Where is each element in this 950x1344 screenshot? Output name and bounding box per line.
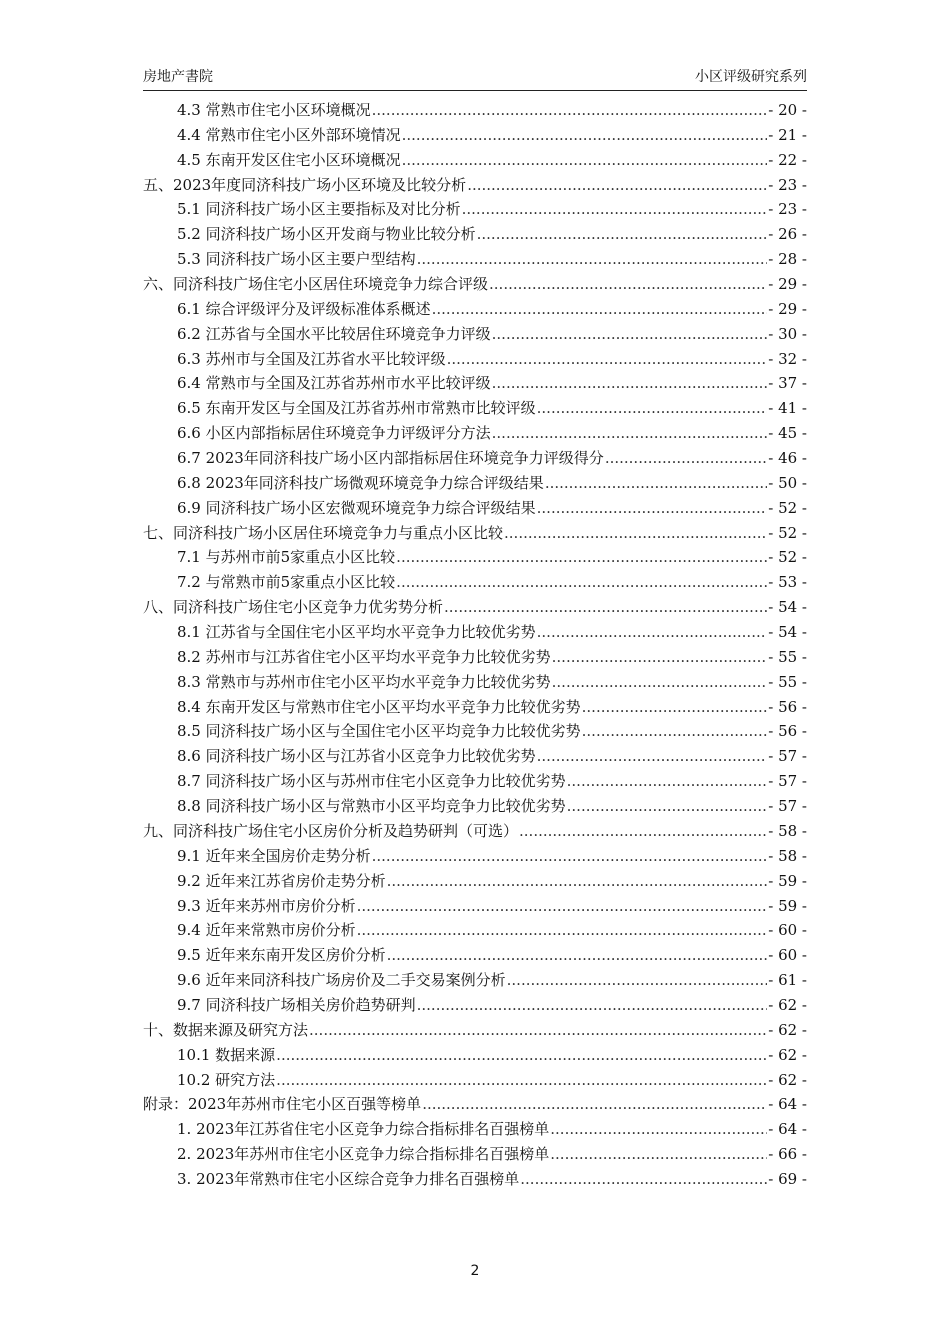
toc-entry-page: - 62 - (768, 1045, 807, 1064)
toc-entry[interactable] (143, 347, 807, 372)
toc-entry-title: 9.5 近年来东南开发区房价分析 (177, 946, 386, 965)
toc-entry[interactable] (143, 695, 807, 720)
toc-entry[interactable] (143, 322, 807, 347)
header-series-title: 小区评级研究系列 (695, 69, 807, 85)
toc-entry-title: 8.1 江苏省与全国住宅小区平均水平竞争力比较优劣势 (177, 623, 536, 642)
toc-entry[interactable] (143, 222, 807, 247)
toc-entry-title: 6.2 江苏省与全国水平比较居住环境竞争力评级 (177, 324, 491, 343)
toc-entry-page: - 59 - (768, 896, 807, 915)
toc-entry-page: - 57 - (768, 772, 807, 791)
toc-dot-leader (372, 844, 768, 869)
toc-dot-leader (402, 123, 768, 148)
toc-dot-leader (567, 769, 768, 794)
toc-entry-page: - 20 - (768, 101, 807, 119)
toc-entry[interactable] (143, 545, 807, 570)
toc-entry-title: 5.2 同济科技广场小区开发商与物业比较分析 (177, 225, 476, 244)
toc-entry-title: 3. 2023年常熟市住宅小区综合竞争力排名百强榜单 (177, 1169, 520, 1188)
toc-entry-page: - 30 - (768, 324, 807, 343)
toc-entry[interactable] (143, 993, 807, 1018)
toc-entry-page: - 22 - (768, 150, 807, 169)
toc-entry-title: 10.2 研究方法 (177, 1070, 276, 1089)
toc-dot-leader (396, 570, 767, 595)
toc-dot-leader (467, 173, 767, 198)
toc-entry-page: - 45 - (768, 424, 807, 443)
toc-entry-page: - 21 - (768, 125, 807, 144)
toc-dot-leader (432, 297, 768, 322)
toc-entry-title: 6.9 同济科技广场小区宏微观环境竞争力综合评级结果 (177, 498, 536, 517)
toc-entry-page: - 61 - (768, 971, 807, 990)
toc-entry-title: 8.7 同济科技广场小区与苏州市住宅小区竞争力比较优劣势 (177, 772, 566, 791)
toc-entry[interactable] (143, 894, 807, 919)
toc-entry[interactable] (143, 1068, 807, 1093)
toc-dot-leader (276, 1068, 767, 1093)
toc-entry[interactable] (143, 1142, 807, 1167)
toc-entry-page: - 62 - (768, 1070, 807, 1089)
toc-entry[interactable] (143, 744, 807, 769)
toc-dot-leader (537, 620, 768, 645)
toc-entry[interactable] (143, 396, 807, 421)
toc-entry-page: - 62 - (768, 1020, 807, 1039)
toc-entry-page: - 50 - (768, 473, 807, 492)
header-publisher: 房地产書院 (143, 69, 213, 85)
toc-entry[interactable] (143, 421, 807, 446)
table-of-contents (143, 98, 807, 1192)
toc-entry-title: 6.4 常熟市与全国及江苏省苏州市水平比较评级 (177, 374, 491, 393)
toc-entry-page: - 32 - (768, 349, 807, 368)
toc-entry-page: - 52 - (768, 548, 807, 567)
toc-entry-page: - 52 - (768, 523, 807, 542)
toc-entry[interactable] (143, 943, 807, 968)
toc-dot-leader (507, 968, 768, 993)
toc-dot-leader (492, 371, 768, 396)
toc-entry-title: 6.7 2023年同济科技广场小区内部指标居住环境竞争力评级得分 (177, 449, 604, 468)
toc-dot-leader (402, 148, 768, 173)
toc-dot-leader (489, 272, 767, 297)
toc-entry-title: 8.3 常熟市与苏州市住宅小区平均水平竞争力比较优劣势 (177, 672, 551, 691)
toc-entry[interactable] (143, 98, 807, 123)
toc-dot-leader (387, 943, 768, 968)
toc-entry-title: 8.6 同济科技广场小区与江苏省小区竞争力比较优劣势 (177, 747, 536, 766)
toc-entry-page: - 41 - (768, 399, 807, 418)
toc-entry[interactable] (143, 620, 807, 645)
toc-entry-title: 七、同济科技广场小区居住环境竞争力与重点小区比较 (143, 523, 504, 542)
toc-dot-leader (462, 197, 768, 222)
toc-entry[interactable] (143, 1167, 807, 1192)
toc-dot-leader (504, 521, 767, 546)
toc-entry[interactable] (143, 371, 807, 396)
toc-entry-title: 10.1 数据来源 (177, 1045, 276, 1064)
toc-dot-leader (552, 670, 768, 695)
toc-entry[interactable] (143, 197, 807, 222)
toc-dot-leader (309, 1018, 767, 1043)
toc-entry-page: - 60 - (768, 946, 807, 965)
toc-dot-leader (550, 1142, 767, 1167)
toc-entry-title: 9.6 近年来同济科技广场房价及二手交易案例分析 (177, 971, 506, 990)
toc-entry-title: 6.1 综合评级评分及评级标准体系概述 (177, 299, 431, 318)
toc-entry-page: - 64 - (768, 1095, 807, 1114)
toc-entry[interactable] (143, 595, 807, 620)
toc-entry-title: 9.2 近年来江苏省房价走势分析 (177, 871, 386, 890)
toc-entry-page: - 52 - (768, 498, 807, 517)
toc-entry[interactable] (143, 272, 807, 297)
toc-entry[interactable] (143, 844, 807, 869)
toc-entry-page: - 66 - (768, 1145, 807, 1164)
toc-dot-leader (417, 247, 768, 272)
toc-dot-leader (276, 1043, 767, 1068)
toc-entry[interactable] (143, 471, 807, 496)
toc-entry[interactable] (143, 794, 807, 819)
toc-entry-title: 5.3 同济科技广场小区主要户型结构 (177, 250, 416, 269)
toc-entry-page: - 69 - (768, 1169, 807, 1188)
toc-entry-title: 1. 2023年江苏省住宅小区竞争力综合指标排名百强榜单 (177, 1120, 550, 1139)
toc-entry-page: - 56 - (768, 722, 807, 741)
toc-entry-title: 6.5 东南开发区与全国及江苏省苏州市常熟市比较评级 (177, 399, 536, 418)
toc-entry[interactable] (143, 148, 807, 173)
toc-entry[interactable] (143, 1092, 807, 1117)
toc-entry-page: - 57 - (768, 747, 807, 766)
toc-entry-page: - 37 - (768, 374, 807, 393)
toc-entry[interactable] (143, 819, 807, 844)
toc-entry[interactable] (143, 968, 807, 993)
toc-entry-title: 6.3 苏州市与全国及江苏省水平比较评级 (177, 349, 446, 368)
toc-entry-title: 8.2 苏州市与江苏省住宅小区平均水平竞争力比较优劣势 (177, 647, 551, 666)
toc-dot-leader (444, 595, 767, 620)
toc-entry-title: 9.3 近年来苏州市房价分析 (177, 896, 356, 915)
toc-entry-title: 4.4 常熟市住宅小区外部环境情况 (177, 125, 401, 144)
toc-entry-title: 9.4 近年来常熟市房价分析 (177, 921, 356, 940)
toc-entry-page: - 56 - (768, 697, 807, 716)
toc-dot-leader (492, 421, 768, 446)
toc-entry[interactable] (143, 247, 807, 272)
toc-entry-page: - 62 - (768, 995, 807, 1014)
toc-dot-leader (537, 396, 768, 421)
toc-entry-page: - 23 - (768, 175, 807, 194)
toc-entry-page: - 29 - (768, 275, 807, 294)
toc-entry-page: - 54 - (768, 623, 807, 642)
toc-entry-page: - 53 - (768, 573, 807, 592)
toc-dot-leader (447, 347, 768, 372)
toc-entry-page: - 57 - (768, 797, 807, 816)
toc-entry-page: - 60 - (768, 921, 807, 940)
toc-entry-title: 8.5 同济科技广场小区与全国住宅小区平均竞争力比较优劣势 (177, 722, 581, 741)
toc-entry[interactable] (143, 645, 807, 670)
toc-dot-leader (520, 1167, 767, 1192)
toc-entry-page: - 58 - (768, 846, 807, 865)
toc-entry-title: 9.1 近年来全国房价走势分析 (177, 846, 371, 865)
toc-dot-leader (582, 719, 768, 744)
toc-entry[interactable] (143, 496, 807, 521)
toc-entry-title: 6.8 2023年同济科技广场微观环境竞争力综合评级结果 (177, 473, 544, 492)
toc-entry[interactable] (143, 670, 807, 695)
toc-entry-title: 9.7 同济科技广场相关房价趋势研判 (177, 995, 416, 1014)
toc-entry-title: 八、同济科技广场住宅小区竞争力优劣势分析 (143, 598, 444, 617)
toc-dot-leader (396, 545, 767, 570)
toc-entry[interactable] (143, 123, 807, 148)
toc-dot-leader (567, 794, 768, 819)
toc-dot-leader (357, 894, 768, 919)
toc-entry-page: - 54 - (768, 598, 807, 617)
header-divider (143, 90, 807, 91)
toc-entry-page: - 23 - (768, 200, 807, 219)
toc-dot-leader (550, 1117, 767, 1142)
toc-dot-leader (537, 496, 768, 521)
toc-dot-leader (357, 918, 768, 943)
toc-entry-page: - 46 - (768, 449, 807, 468)
toc-entry-page: - 55 - (768, 672, 807, 691)
toc-entry-page: - 59 - (768, 871, 807, 890)
toc-entry-title: 8.8 同济科技广场小区与常熟市小区平均竞争力比较优劣势 (177, 797, 566, 816)
toc-entry-page: - 64 - (768, 1120, 807, 1139)
toc-entry-title: 六、同济科技广场住宅小区居住环境竞争力综合评级 (143, 275, 489, 294)
toc-entry-title: 十、数据来源及研究方法 (143, 1020, 309, 1039)
toc-dot-leader (477, 222, 768, 247)
toc-entry[interactable] (143, 1117, 807, 1142)
toc-entry[interactable] (143, 173, 807, 198)
toc-entry-title: 五、2023年度同济科技广场小区环境及比较分析 (143, 175, 467, 194)
toc-entry-page: - 55 - (768, 647, 807, 666)
toc-entry-page: - 29 - (768, 299, 807, 318)
toc-dot-leader (519, 819, 767, 844)
toc-entry-title: 九、同济科技广场住宅小区房价分析及趋势研判（可选） (143, 821, 519, 840)
toc-entry[interactable] (143, 918, 807, 943)
toc-dot-leader (417, 993, 768, 1018)
toc-dot-leader (537, 744, 768, 769)
toc-dot-leader (492, 322, 768, 347)
toc-entry-title: 5.1 同济科技广场小区主要指标及对比分析 (177, 200, 461, 219)
toc-dot-leader (422, 1092, 767, 1117)
toc-dot-leader (545, 471, 767, 496)
toc-dot-leader (582, 695, 768, 720)
toc-entry-title: 2. 2023年苏州市住宅小区竞争力综合指标排名百强榜单 (177, 1145, 550, 1164)
toc-dot-leader (552, 645, 768, 670)
toc-entry[interactable] (143, 769, 807, 794)
toc-entry-title: 附录：2023年苏州市住宅小区百强等榜单 (143, 1095, 422, 1114)
toc-dot-leader (372, 98, 768, 123)
toc-entry-title: 4.5 东南开发区住宅小区环境概况 (177, 150, 401, 169)
toc-entry-page: - 28 - (768, 250, 807, 269)
toc-dot-leader (387, 869, 768, 894)
toc-entry-page: - 58 - (768, 821, 807, 840)
toc-entry-title: 7.1 与苏州市前5家重点小区比较 (177, 548, 396, 567)
page-number: 2 (470, 1263, 480, 1279)
toc-entry-page: - 26 - (768, 225, 807, 244)
toc-dot-leader (605, 446, 767, 471)
toc-entry-title: 8.4 东南开发区与常熟市住宅小区平均水平竞争力比较优劣势 (177, 697, 581, 716)
toc-entry-title: 4.3 常熟市住宅小区环境概况 (177, 101, 371, 119)
toc-entry[interactable] (143, 446, 807, 471)
toc-entry[interactable] (143, 297, 807, 322)
toc-entry[interactable] (143, 570, 807, 595)
toc-entry-title: 7.2 与常熟市前5家重点小区比较 (177, 573, 396, 592)
toc-entry[interactable] (143, 1043, 807, 1068)
toc-entry-title: 6.6 小区内部指标居住环境竞争力评级评分方法 (177, 424, 491, 443)
toc-entry[interactable] (143, 719, 807, 744)
toc-entry[interactable] (143, 521, 807, 546)
toc-entry[interactable] (143, 869, 807, 894)
toc-entry[interactable] (143, 1018, 807, 1043)
